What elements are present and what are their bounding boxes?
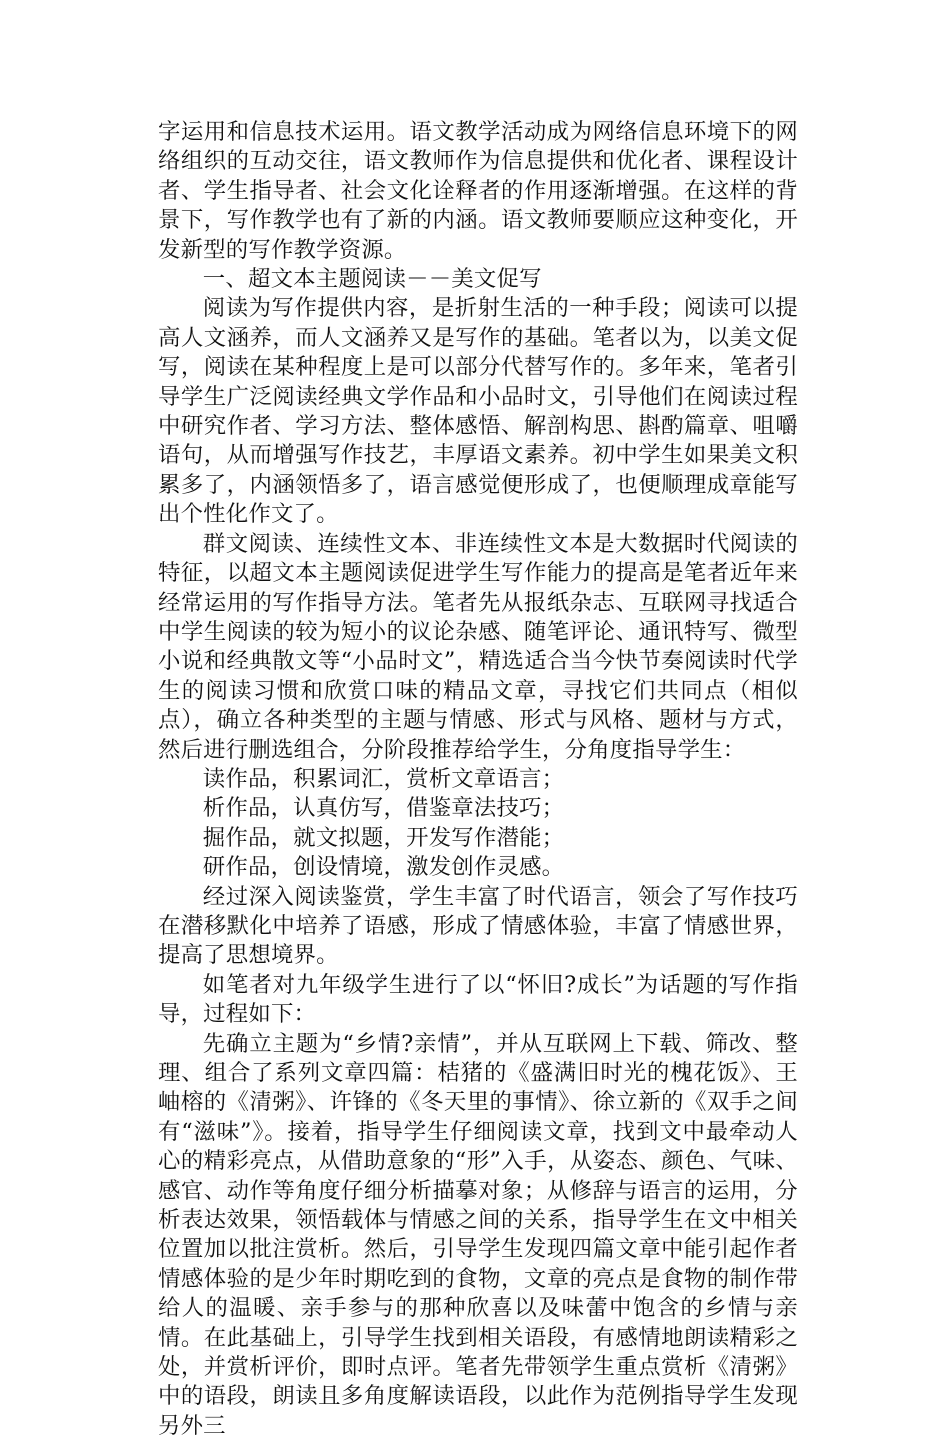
list-item: 研作品，创设情境，激发创作灵感。	[202, 854, 565, 881]
paragraph-intro-continuation: 字运用和信息技术运用。语文教学活动成为网络信息环境下的网络组织的互动交往，语文教师作为信息提供和优化者、课程设计者、学生指导者、社会文化诠释者的作用逐渐增强。在这样的背景下，写作教学也有了新的内涵。语文教师要顺应这种变化，开发新型的写作教学资源。	[158, 119, 798, 263]
paragraph: 如笔者对九年级学生进行了以“怀旧?成长”为话题的写作指导，过程如下：	[158, 971, 798, 1028]
document-body	[158, 118, 798, 1441]
paragraph: 阅读为写作提供内容，是折射生活的一种手段；阅读可以提高人文涵养，而人文涵养又是写作的基础。笔者以为，以美文促写，阅读在某种程度上是可以部分代替写作的。多年来，笔者引导学生广泛阅读经典文学作品和小品时文，引导他们在阅读过程中研究作者、学习方法、整体感悟、解剖构思、斟酌篇章、咀嚼语句，从而增强写作技艺，丰厚语文素养。初中学生如果美文积累多了，内涵领悟多了，语言感觉便形成了，也便顺理成章能写出个性化作文了。	[158, 295, 798, 528]
list-item: 掘作品，就文拟题，开发写作潜能；	[202, 824, 565, 851]
paragraph: 经过深入阅读鉴赏，学生丰富了时代语言，领会了写作技巧在潜移默化中培养了语感，形成了情感体验，丰富了情感世界，提高了思想境界。	[158, 883, 798, 969]
section-heading: 一、超文本主题阅读－－美文促写	[202, 266, 542, 293]
paragraph: 群文阅读、连续性文本、非连续性文本是大数据时代阅读的特征，以超文本主题阅读促进学生写作能力的提高是笔者近年来经常运用的写作指导方法。笔者先从报纸杂志、互联网寻找适合中学生阅读的较为短小的议论杂感、随笔评论、通讯特写、微型小说和经典散文等“小品时文”，精选适合当今快节奏阅读时代学生的阅读习惯和欣赏口味的精品文章，寻找它们共同点（相似点），确立各种类型的主题与情感、形式与风格、题材与方式，然后进行删选组合，分阶段推荐给学生，分角度指导学生：	[158, 530, 798, 763]
list-item: 读作品，积累词汇，赏析文章语言；	[202, 765, 565, 792]
paragraph: 先确立主题为“乡情?亲情”，并从互联网上下载、筛改、整理、组合了系列文章四篇：桔猪的《盛满旧时光的槐花饭》、王岫榕的《清粥》、许锋的《冬天里的事情》、徐立新的《双手之间有“滋味”》。接着，指导学生仔细阅读文章，找到文中最牵动人心的精彩亮点，从借助意象的“形”入手，从姿态、颜色、气味、感官、动作等角度仔细分析描摹对象；从修辞与语言的运用，分析表达效果，领悟载体与情感之间的关系，指导学生在文中相关位置加以批注赏析。然后，引导学生发现四篇文章中能引起作者情感体验的是少年时期吃到的食物，文章的亮点是食物的制作带给人的温暖、亲手参与的那种欣喜以及味蕾中饱含的乡情与亲情。在此基础上，引导学生找到相关语段，有感情地朗读精彩之处，并赏析评价，即时点评。笔者先带领学生重点赏析《清粥》中的语段，朗读且多角度解读语段，以此作为范例指导学生发现另外三	[158, 1030, 798, 1439]
list-item: 析作品，认真仿写，借鉴章法技巧；	[202, 795, 565, 822]
